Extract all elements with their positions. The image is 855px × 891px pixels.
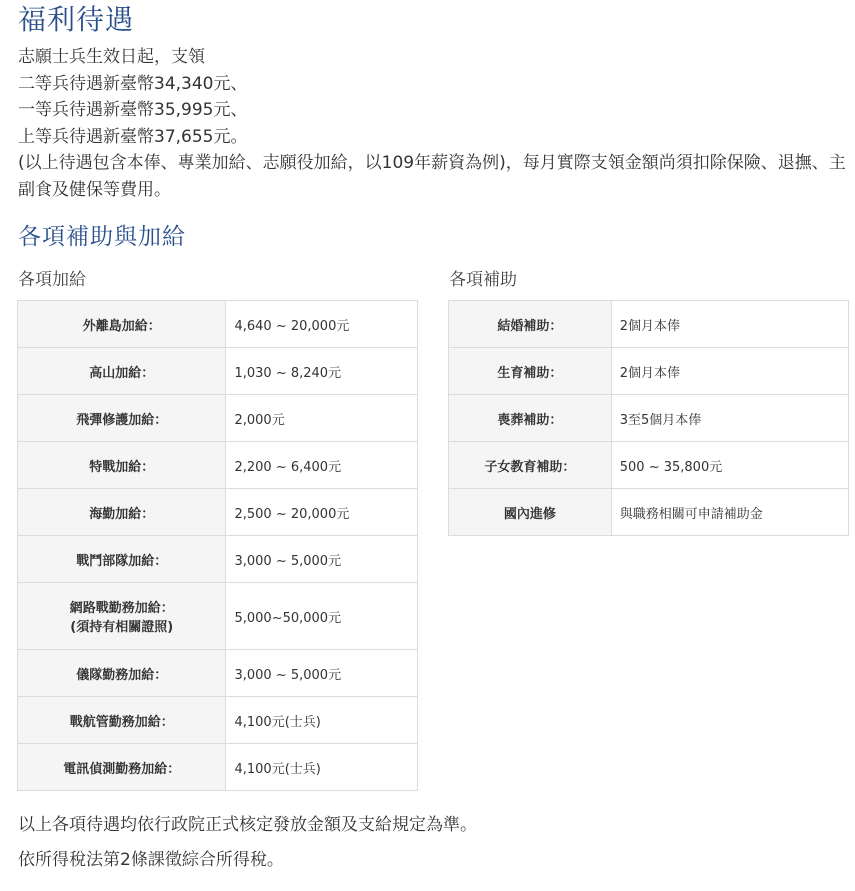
allowance-amount: 5,000~50,000元: [226, 583, 418, 650]
table-row: [449, 442, 849, 489]
allowance-item: 網路戰勤務加給：: [69, 601, 174, 616]
allowance-item: 戰鬥部隊加給：: [18, 536, 226, 583]
subsidy-item: 生育補助：: [449, 348, 612, 395]
allowance-item: 高山加給：: [18, 348, 226, 395]
subsidies-heading: 各項補助: [449, 270, 517, 290]
allowance-amount: 2,000元: [226, 395, 418, 442]
allowance-amount: 3,000 ~ 5,000元: [226, 650, 418, 697]
footer-note: 以上各項待遇均依行政院正式核定發放金額及支給規定為準。: [18, 815, 477, 835]
table-row: [18, 395, 418, 442]
allowances-table: [17, 300, 418, 791]
allowance-item: 外離島加給：: [18, 301, 226, 348]
subsidy-item: 國內進修: [449, 489, 612, 536]
table-row: [449, 348, 849, 395]
allowance-item: 儀隊勤務加給：: [18, 650, 226, 697]
intro-line: 二等兵待遇新臺幣34,340元、: [18, 73, 248, 94]
intro-line: 上等兵待遇新臺幣37,655元。: [18, 126, 248, 147]
section-heading: 各項補助與加給: [18, 224, 186, 250]
table-row: [18, 697, 418, 744]
subsidy-item: 喪葬補助：: [449, 395, 612, 442]
intro-line: 志願士兵生效日起，支領: [18, 47, 205, 67]
table-row: [18, 301, 418, 348]
table-row: [18, 536, 418, 583]
allowance-item: 飛彈修護加給：: [18, 395, 226, 442]
allowance-amount: 3,000 ~ 5,000元: [226, 536, 418, 583]
subsidy-item: 結婚補助：: [449, 301, 612, 348]
table-row: [18, 583, 418, 650]
subsidy-amount: 500 ~ 35,800元: [611, 442, 848, 489]
subsidy-amount: 2個月本俸: [611, 348, 848, 395]
allowance-amount: 1,030 ~ 8,240元: [226, 348, 418, 395]
intro-line: 一等兵待遇新臺幣35,995元、: [18, 100, 248, 121]
subsidy-amount: 與職務相關可申請補助金: [611, 489, 848, 536]
table-row: [449, 301, 849, 348]
allowance-item: 海勤加給：: [18, 489, 226, 536]
allowance-amount: 2,500 ~ 20,000元: [226, 489, 418, 536]
allowance-item-multiline: [18, 583, 226, 650]
subsidy-amount: 2個月本俸: [611, 301, 848, 348]
table-row: [18, 489, 418, 536]
footer-note: 依所得稅法第2條課徵綜合所得稅。: [18, 850, 284, 870]
subsidies-table: [448, 300, 849, 536]
allowance-item: 特戰加給：: [18, 442, 226, 489]
allowance-amount: 4,100元(士兵): [226, 744, 418, 791]
allowance-item-note: (須持有相關證照): [70, 620, 174, 635]
allowance-item: 戰航管勤務加給：: [18, 697, 226, 744]
subsidy-amount: 3至5個月本俸: [611, 395, 848, 442]
allowance-item: 電訊偵測勤務加給：: [18, 744, 226, 791]
allowance-amount: 4,640 ~ 20,000元: [226, 301, 418, 348]
allowance-amount: 2,200 ~ 6,400元: [226, 442, 418, 489]
allowance-amount: 4,100元(士兵): [226, 697, 418, 744]
table-row: [18, 744, 418, 791]
table-row: [18, 650, 418, 697]
table-row: [449, 395, 849, 442]
table-row: [18, 348, 418, 395]
page-title: 福利待遇: [18, 3, 135, 36]
allowances-heading: 各項加給: [18, 270, 86, 290]
table-row: [18, 442, 418, 489]
intro-text: [18, 44, 853, 204]
intro-note: (以上待遇包含本俸、專業加給、志願役加給，以109年薪資為例)，每月實際支領金額尚須扣除保險、退撫、主副食及健保等費用。: [18, 153, 846, 200]
table-row: [449, 489, 849, 536]
subsidy-item: 子女教育補助：: [449, 442, 612, 489]
